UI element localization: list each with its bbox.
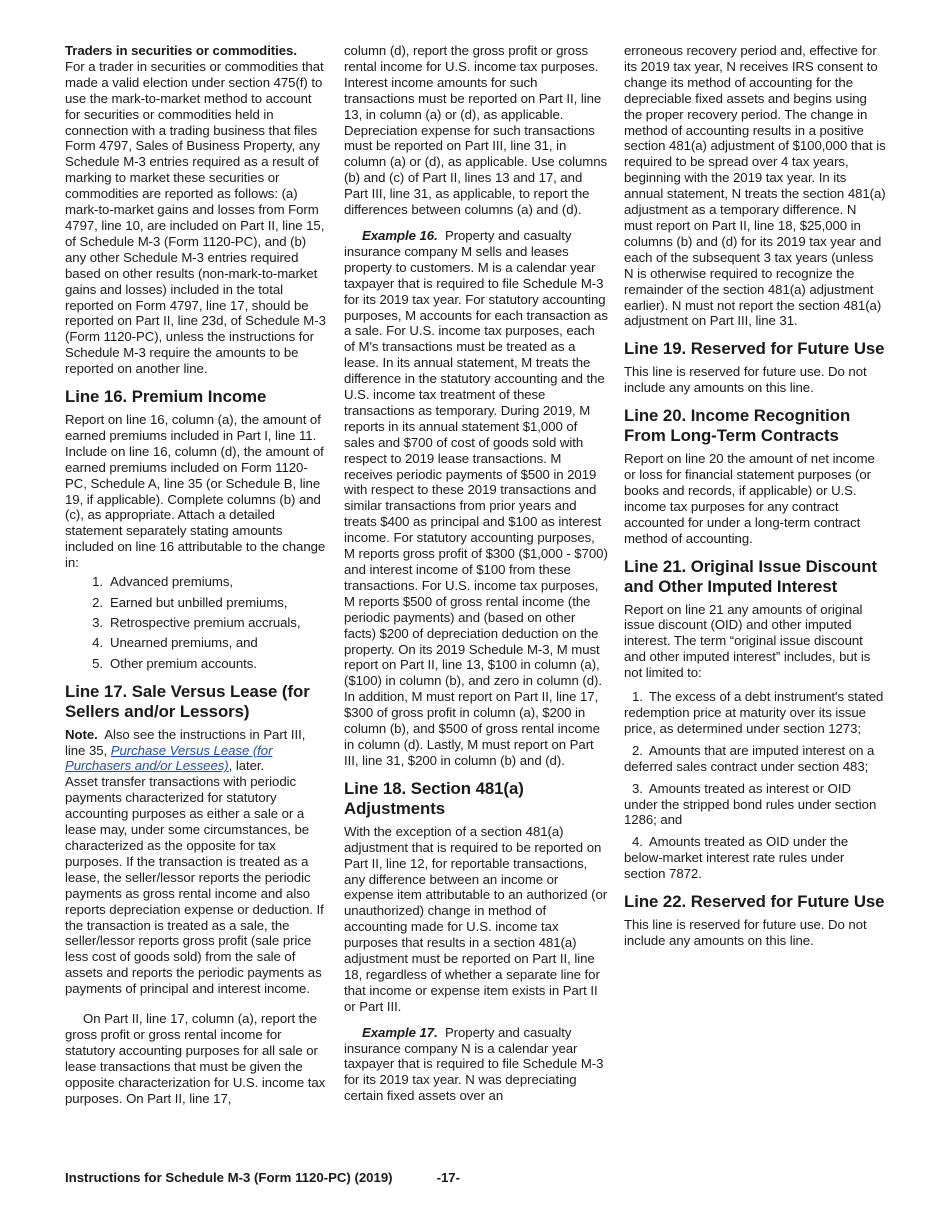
line17-note: [65, 727, 327, 775]
column-left: [65, 43, 327, 1106]
column-middle: [344, 43, 608, 1104]
list-item-number: 4.: [632, 834, 643, 850]
example16-paragraph: [344, 228, 608, 769]
line19-heading: Line 19. Reserved for Future Use: [624, 339, 885, 359]
list-item-number: 2.: [92, 594, 103, 610]
note-text-b: , later.: [228, 758, 265, 774]
list-item-number: 1.: [632, 689, 643, 705]
line21-text: Report on line 21 any amounts of original issue discount (OID) and other imputed interest. The term “original issue discount and other imputed interest” includes, but is not limited to:: [624, 601, 871, 681]
page-number: -17-: [436, 1170, 461, 1185]
example17-label: Example 17.: [362, 1024, 438, 1040]
list-item-text: Amounts that are imputed interest on a deferred sales contract under section 483;: [624, 742, 875, 774]
line21-list: [624, 689, 886, 882]
list-item: [65, 656, 327, 672]
list-item-number: 1.: [92, 574, 103, 590]
list-item: [624, 689, 886, 737]
list-item-text: Unearned premiums, and: [110, 635, 258, 651]
example16-text: Property and casualty insurance company M sells and leases property to customers. M is a calendar year taxpayer that is required to file Schedule M-3 for its 2019 tax year. For statutory accounting purposes, M accounts for each transaction as a sale. For U.S. income tax purposes, each of M's transactions must be treated as a lease. In its annual statement, M treats the difference in the statutory accounting and the U.S. income tax treatment of these transactions as temporary. During 2019, M reports in its annual statement $1,000 of sales and $700 of cost of goods sold with respect to 2019 lease transactions. M receives periodic payments of $500 in 2019 with respect to these 2019 transactions and similar transactions from prior years and treats $400 as principal and $100 as interest income. For statutory accounting purposes, M reports gross profit of $300 ($1,000 - $700) and interest income of $100 from these transactions. For U.S. income tax purposes, M reports $500 of gross rental income (the periodic payments) and (based on other facts) $200 of depreciation deduction on the property. On its 2019 Schedule M-3, M must report on Part II, line 13, $100 in column (a), ($100) in column (b), and zero in column (d). In addition, M must report on Part II, line 17, $300 of gross profit in column (a), $200 in column (b), and $500 of gross rental income in column (d). Lastly, M must report on Part III, line 31, $200 in column (b) and (d).: [344, 227, 608, 768]
line17-text-1: Asset transfer transactions with periodic payments characterized for statutory accounting purposes as either a sale or a lease may, under some circumstances, be characterized as the opposite for tax purposes. If the transaction is treated as a lease, the seller/lessor reports the periodic payments as gross rental income and also reports depreciation expense or deduction. If the transaction is treated as a sale, the seller/lessor reports gross profit (sale price less cost of goods sold) from the sale of assets and reports the periodic payments as payments of principal and interest income.: [65, 774, 324, 997]
list-item-number: 2.: [632, 742, 643, 758]
col2-continuation-text: column (d), report the gross profit or gross rental income for U.S. income tax purposes. Interest income amounts for such transactions must be reported on Part II, line 13, in column (a) or (d), as applicable. Depreciation expense for such transactions must be reported on Part III, line 31, in column (a) or (d), as applicable. Use columns (b) and (c) of Part II, lines 13 and 17, and Part III, line 31, as applicable, to report the differences between columns (a) and (d).: [344, 43, 608, 218]
list-item-text: Advanced premiums,: [110, 574, 233, 590]
line16-list: [65, 574, 327, 672]
page-footer: [65, 1170, 460, 1185]
list-item: [624, 834, 886, 882]
line17-text-2: On Part II, line 17, column (a), report the gross profit or gross rental income for statutory accounting purposes for all sale or lease transactions that must be given the opposite characterization for U.S. income tax purposes. On Part II, line 17,: [65, 1011, 326, 1106]
list-item-number: 3.: [632, 780, 643, 796]
line21-heading: Line 21. Original Issue Discount and Other Imputed Interest: [624, 556, 877, 596]
list-item: [65, 574, 327, 590]
line22-text: This line is reserved for future use. Do not include any amounts on this line.: [624, 917, 867, 948]
list-item-number: 4.: [92, 635, 103, 651]
list-item: [65, 635, 327, 651]
list-item: [624, 781, 886, 829]
list-item: [624, 743, 886, 775]
list-item-text: Retrospective premium accruals,: [110, 614, 301, 630]
column-right: [624, 43, 886, 949]
note-label: Note.: [65, 726, 98, 742]
example17-text: Property and casualty insurance company N is a calendar year taxpayer that is required to file Schedule M-3 for its 2019 tax year. N was depreciating certain fixed assets over an: [344, 1024, 604, 1104]
traders-heading: Traders in securities or commodities.: [65, 43, 297, 58]
list-item-text: Amounts treated as OID under the below-market interest rate rules under section 7872.: [624, 834, 849, 882]
example16-label: Example 16.: [362, 227, 438, 243]
list-item-text: Earned but unbilled premiums,: [110, 594, 288, 610]
list-item-text: Amounts treated as interest or OID under the stripped bond rules under section 1286; and: [624, 780, 877, 828]
line19-text: This line is reserved for future use. Do not include any amounts on this line.: [624, 364, 867, 396]
line17-heading: Line 17. Sale Versus Lease (for Sellers and/or Lessors): [65, 681, 310, 721]
line20-heading: Line 20. Income Recognition From Long-Term Contracts: [624, 406, 851, 446]
list-item: [65, 595, 327, 611]
line22-heading: Line 22. Reserved for Future Use: [624, 892, 885, 912]
note-text-a: Also see the instructions in Part III, line 35,: [65, 726, 306, 758]
line18-heading: Line 18. Section 481(a) Adjustments: [344, 778, 524, 818]
purchase-versus-lease-link[interactable]: Purchase Versus Lease (for Purchasers and/or Lessees): [65, 742, 273, 774]
list-item: [65, 615, 327, 631]
traders-text: For a trader in securities or commodities that made a valid election under section 475(f) to use the mark-to-market method to account for securities or commodities held in connection with a trading business that files Form 4797, Sales of Business Property, any Schedule M-3 entries required as a result of marking to market these securities or commodities are reported as follows: (a) mark-to-market gains and losses from Form 4797, line 10, are included on Part II, line 15, of Schedule M-3 (Form 1120-PC), and (b) any other Schedule M-3 entries required based on other results (non-mark-to-market gains and losses) included in the total reported on Form 4797, line 17, should be reported on Part II, line 23d, of Schedule M-3 (Form 1120-PC), unless the instructions for Schedule M-3 require the amounts to be reported on another line.: [65, 58, 326, 377]
line16-text: Report on line 16, column (a), the amount of earned premiums included in Part I, line 11. Include on line 16, column (d), the amount of earned premiums included on Form 1120-PC, Schedule A, line 35 (or Schedule B, line 19, if applicable). Complete columns (b) and (c), as appropriate. Attach a detailed statement separately stating amounts included on line 16 attributable to the change in:: [65, 412, 326, 571]
list-item-number: 5.: [92, 655, 103, 671]
line20-text: Report on line 20 the amount of net income or loss for financial statement purposes (or books and records, if applicable) or U.S. income tax purposes for any contract accounted for under a long-term contract method of accounting.: [624, 451, 875, 546]
list-item-text: Other premium accounts.: [110, 655, 257, 671]
list-item-number: 3.: [92, 614, 103, 630]
example17-paragraph: [344, 1025, 608, 1105]
col3-continuation-text: erroneous recovery period and, effective for its 2019 tax year, N receives IRS consent to change its method of accounting for the depreciable fixed assets and begins using the proper recovery period. The change in method of accounting results in a positive section 481(a) adjustment of $100,000 that is required to be spread over 4 tax years, beginning with the 2019 tax year. In its annual statement, N treats the section 481(a) adjustment as a temporary difference. N must report on Part II, line 18, $25,000 in columns (b) and (d) for its 2019 tax year and each of the subsequent 3 tax years (unless N is otherwise required to recognize the remainder of the section 481(a) adjustment earlier). N must not report the section 481(a) adjustment on Part III, line 31.: [624, 43, 886, 329]
line18-text: With the exception of a section 481(a) adjustment that is required to be reported on Part II, line 12, for reportable transactions, any difference between an income or expense item attributable to an authorized (or unauthorized) change in method of accounting made for U.S. income tax purposes that results in a section 481(a) adjustment must be reported on Part II, line 18, regardless of whether a separate line for that income or expense item exists in Part II or Part III.: [344, 823, 608, 1014]
traders-paragraph: [65, 43, 327, 377]
footer-title: Instructions for Schedule M-3 (Form 1120-PC) (2019): [65, 1170, 393, 1185]
list-item-text: The excess of a debt instrument's stated redemption price at maturity over its issue price, as determined under section 1273;: [624, 689, 884, 736]
line16-heading: Line 16. Premium Income: [65, 387, 267, 407]
